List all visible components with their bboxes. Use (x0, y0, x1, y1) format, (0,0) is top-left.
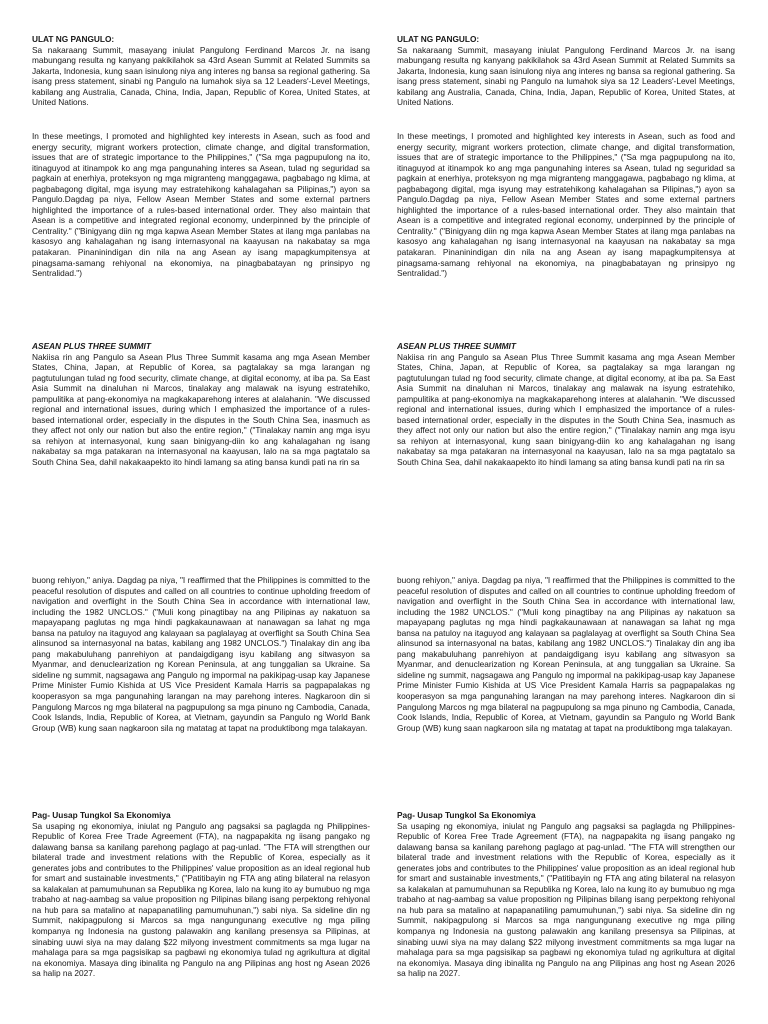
apt-section (32, 341, 370, 468)
ekonomiya-section (397, 810, 735, 979)
ulat-paragraph-1: Sa nakaraang Summit, masayang iniulat Pangulong Ferdinand Marcos Jr. na isang mabungang resulta ng kanyang pakikilahok sa 43rd Asean Summit at Related Summits sa Jakarta, Indonesia, kung saan isinulong niya ang interes ng bansa sa regional gathering. Sa isang press statement, sinabi ng Pangulo na lumahok siya sa 12 Leaders'-Level Meetings, kabilang ang Australia, Canada, China, India, Japan, Republic of Korea, United States, at United Nations. (397, 44, 735, 108)
ekonomiya-paragraph: Sa usaping ng ekonomiya, iniulat ng Pangulo ang pagsaksi sa paglagda ng Philippines- Republic of Korea Free Trade Agreement (FTA), na nagpapakita ng iisang pangako ng dalawang bansa sa kanilang parehong paglago at pag-unlad. "The FTA will strengthen our bilateral trade and investment relations with the Republic of Korea, especially as it generates jobs and contributes to the Philippines' value proposition as an ideal regional hub for smart and sustainable investments," ("Patitibayin ng FTA ang ating bilateral na relasyon sa kalakalan at pamumuhunan sa Republika ng Korea, lalo na kung ito ay bumubuo ng mga trabaho at nag-aambag sa value proposition ng Pilipinas bilang isang perpektong rehiyonal na hub para sa matalino at napapanatiling pamumuhunan,") sabi niya. Sa sideline din ng Summit, nakipagpulong si Marcos sa mga nangungunang executive ng mga piling kompanya ng Indonesia na gustong palawakin ang kanilang presensya sa Pilipinas, at sinabing uuwi siya na may dalang $22 milyong investment commitments sa mga lugar na mahalaga para sa mga pagsisikap sa pagbawi ng ekonomiya tulad ng agrikultura at digital na ekonomiya. Masaya ding ibinalita ng Pangulo na ang Pilipinas ang host ng Asean 2026 sa halip na 2027. (397, 820, 735, 979)
apt-heading: ASEAN PLUS THREE SUMMIT (32, 341, 151, 351)
ulat-section-cont (32, 131, 370, 279)
apt-paragraph: Nakiisa rin ang Pangulo sa Asean Plus Three Summit kasama ang mga Asean Member States, China, Japan, at Republic of Korea, sa pagtalakay sa mga larangan ng pagtutulungan tulad ng food security, climate change, at digital economy, at iba pa. Sa East Asia Summit na dinaluhan ni Marcos, tinalakay ang malawak na isyung estratehiko, pampulitika at pang-ekonomiya na magkakaparehong interes at alalahanin. "We discussed regional and international issues, during which I emphasized the importance of a rules-based international order, especially in the disputes in the South China Sea, inasmuch as they affect not only our nation but also the entire region," ("Tinalakay namin ang mga isyu sa rehiyon at internasyonal, kung saan binigyang-diin ko ang kahalagahan ng isang nakabatay sa mga patakaran na internasyonal na kaayusan, lalo na sa mga pagtatalo sa South China Sea, dahil nakakaapekto ito hindi lamang sa ating bansa kundi pati na rin sa (32, 351, 370, 468)
ekonomiya-paragraph: Sa usaping ng ekonomiya, iniulat ng Pangulo ang pagsaksi sa paglagda ng Philippines- Republic of Korea Free Trade Agreement (FTA), na nagpapakita ng iisang pangako ng dalawang bansa sa kanilang parehong paglago at pag-unlad. "The FTA will strengthen our bilateral trade and investment relations with the Republic of Korea, especially as it generates jobs and contributes to the Philippines' value proposition as an ideal regional hub for smart and sustainable investments," ("Patitibayin ng FTA ang ating bilateral na relasyon sa kalakalan at pamumuhunan sa Republika ng Korea, lalo na kung ito ay bumubuo ng mga trabaho at nag-aambag sa value proposition ng Pilipinas bilang isang perpektong rehiyonal na hub para sa matalino at napapanatiling pamumuhunan,") sabi niya. Sa sideline din ng Summit, nakipagpulong si Marcos sa mga nangungunang executive ng mga piling kompanya ng Indonesia na gustong palawakin ang kanilang presensya sa Pilipinas, at sinabing uuwi siya na may dalang $22 milyong investment commitments sa mga lugar na mahalaga para sa mga pagsisikap sa pagbawi ng ekonomiya tulad ng agrikultura at digital na ekonomiya. Masaya ding ibinalita ng Pangulo na ang Pilipinas ang host ng Asean 2026 sa halip na 2027. (32, 820, 370, 979)
ulat-heading: ULAT NG PANGULO: (32, 34, 115, 44)
ulat-paragraph-2: In these meetings, I promoted and highlighted key interests in Asean, such as food and energy security, migrant workers protection, climate change, and digital transformation, issues that are of strategic importance to the Philippines," ("Sa mga pagpupulong na ito, itinaguyod at itinampok ko ang mga pangunahing interes sa Asean, tulad ng seguridad sa pagkain at enerhiya, proteksyon ng mga migranteng manggagawa, pagbabago ng klima, at pagbabagong digital, mga isyung may estratehikong kahalagahan sa Pilipinas,") ayon sa Pangulo.Dagdag pa niya, Fellow Asean Member States and some external partners highlighted the importance of a rules-based international order. They also maintain that Asean is a competitive and integrated regional economy, underpinned by the principle of Centrality." ("Binigyang diin ng mga kapwa Asean Member States at ilang mga panlabas na kasosyo ang kahalagahan ng isang internasyonal na kaayusan na nakabatay sa mga patakaran. Pinaninindigan din nila na ang Asean ay isang mapagkumpitensya at pinagsama-samang rehiyonal na ekonomiya, na pinagbabatayan ng prinsipyo ng Sentralidad.") (32, 131, 370, 279)
ekonomiya-heading: Pag- Uusap Tungkol Sa Ekonomiya (397, 810, 536, 820)
continuation-paragraph: buong rehiyon," aniya. Dagdag pa niya, "I reaffirmed that the Philippines is committed to the peaceful resolution of disputes and called on all countries to continue upholding freedom of navigation and overflight in the South China Sea in accordance with international law, including the 1982 UNCLOS." ("Muli kong pinagtibay na ang Pilipinas ay nakatuon sa mapayapang paglutas ng mga hindi pagkakaunawaan at nanawagan sa lahat ng mga bansa na patuloy na itaguyod ang kalayaan sa paglalayag at overflight sa South China Sea alinsunod sa internasyonal na batas, kabilang ang 1982 UNCLOS.") Tinalakay din ang iba pang makabuluhang panrehiyon at pandaigdigang isyu kabilang ang sitwasyon sa Myanmar, and denuclearization ng Korean Peninsula, at ang tunggalian sa Ukraine. Sa sideline ng summit, nagsagawa ang Pangulo ng impormal na pakikipag-usap kay Japanese Prime Minister Fumio Kishida at US Vice President Kamala Harris sa pagpapalakas ng kooperasyon sa mga pangunahing larangan na may parehong interes. Nagkaroon din si Pangulong Marcos ng mga bilateral na pagpupulong sa mga pinuno ng Cambodia, Canada, Cook Islands, India, Republic of Korea, at Vietnam, gayundin sa Pangulo ng World Bank Group (WB) kung saan nagkaroon sila ng matatag at tapat na produktibong mga talakayan. (397, 575, 735, 733)
ulat-paragraph-2: In these meetings, I promoted and highlighted key interests in Asean, such as food and energy security, migrant workers protection, climate change, and digital transformation, issues that are of strategic importance to the Philippines," ("Sa mga pagpupulong na ito, itinaguyod at itinampok ko ang mga pangunahing interes sa Asean, tulad ng seguridad sa pagkain at enerhiya, proteksyon ng mga migranteng manggagawa, pagbabago ng klima, at pagbabagong digital, mga isyung may estratehikong kahalagahan sa Pilipinas,") ayon sa Pangulo.Dagdag pa niya, Fellow Asean Member States and some external partners highlighted the importance of a rules-based international order. They also maintain that Asean is a competitive and integrated regional economy, underpinned by the principle of Centrality." ("Binigyang diin ng mga kapwa Asean Member States at ilang mga panlabas na kasosyo ang kahalagahan ng isang internasyonal na kaayusan na nakabatay sa mga patakaran. Pinaninindigan din nila na ang Asean ay isang mapagkumpitensya at pinagsama-samang rehiyonal na ekonomiya, na pinagbabatayan ng prinsipyo ng Sentralidad.") (397, 131, 735, 279)
apt-heading: ASEAN PLUS THREE SUMMIT (397, 341, 516, 351)
ulat-section-cont (397, 131, 735, 279)
ekonomiya-heading: Pag- Uusap Tungkol Sa Ekonomiya (32, 810, 171, 820)
apt-section (397, 341, 735, 468)
ulat-section (397, 34, 735, 108)
continuation-section (397, 575, 735, 733)
apt-paragraph: Nakiisa rin ang Pangulo sa Asean Plus Three Summit kasama ang mga Asean Member States, China, Japan, at Republic of Korea, sa pagtalakay sa mga larangan ng pagtutulungan tulad ng food security, climate change, at digital economy, at iba pa. Sa East Asia Summit na dinaluhan ni Marcos, tinalakay ang malawak na isyung estratehiko, pampulitika at pang-ekonomiya na magkakaparehong interes at alalahanin. "We discussed regional and international issues, during which I emphasized the importance of a rules-based international order, especially in the disputes in the South China Sea, inasmuch as they affect not only our nation but also the entire region," ("Tinalakay namin ang mga isyu sa rehiyon at internasyonal, kung saan binigyang-diin ko ang kahalagahan ng isang nakabatay sa mga patakaran na internasyonal na kaayusan, lalo na sa mga pagtatalo sa South China Sea, dahil nakakaapekto ito hindi lamang sa ating bansa kundi pati na rin sa (397, 351, 735, 468)
ulat-section (32, 34, 370, 108)
ekonomiya-section (32, 810, 370, 979)
ulat-paragraph-1: Sa nakaraang Summit, masayang iniulat Pangulong Ferdinand Marcos Jr. na isang mabungang resulta ng kanyang pakikilahok sa 43rd Asean Summit at Related Summits sa Jakarta, Indonesia, kung saan isinulong niya ang interes ng bansa sa regional gathering. Sa isang press statement, sinabi ng Pangulo na lumahok siya sa 12 Leaders'-Level Meetings, kabilang ang Australia, Canada, China, India, Japan, Republic of Korea, United States, at United Nations. (32, 44, 370, 108)
continuation-paragraph: buong rehiyon," aniya. Dagdag pa niya, "I reaffirmed that the Philippines is committed to the peaceful resolution of disputes and called on all countries to continue upholding freedom of navigation and overflight in the South China Sea in accordance with international law, including the 1982 UNCLOS." ("Muli kong pinagtibay na ang Pilipinas ay nakatuon sa mapayapang paglutas ng mga hindi pagkakaunawaan at nanawagan sa lahat ng mga bansa na patuloy na itaguyod ang kalayaan sa paglalayag at overflight sa South China Sea alinsunod sa internasyonal na batas, kabilang ang 1982 UNCLOS.") Tinalakay din ang iba pang makabuluhang panrehiyon at pandaigdigang isyu kabilang ang sitwasyon sa Myanmar, and denuclearization ng Korean Peninsula, at ang tunggalian sa Ukraine. Sa sideline ng summit, nagsagawa ang Pangulo ng impormal na pakikipag-usap kay Japanese Prime Minister Fumio Kishida at US Vice President Kamala Harris sa pagpapalakas ng kooperasyon sa mga pangunahing larangan na may parehong interes. Nagkaroon din si Pangulong Marcos ng mga bilateral na pagpupulong sa mga pinuno ng Cambodia, Canada, Cook Islands, India, Republic of Korea, at Vietnam, gayundin sa Pangulo ng World Bank Group (WB) kung saan nagkaroon sila ng matatag at tapat na produktibong mga talakayan. (32, 575, 370, 733)
continuation-section (32, 575, 370, 733)
ulat-heading: ULAT NG PANGULO: (397, 34, 480, 44)
